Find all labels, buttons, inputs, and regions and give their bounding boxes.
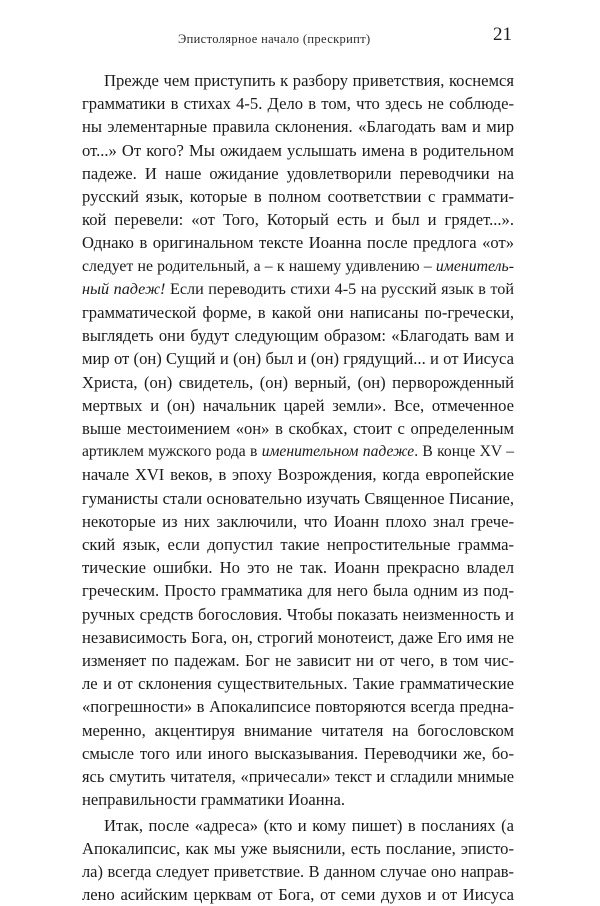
text-line: «погрешности» в Апокалипсисе повторяются всегда предна- bbox=[82, 695, 514, 718]
text-line: артиклем мужского рода в именительном падеже. В конце XV – bbox=[82, 440, 514, 463]
text-line: Итак, после «адреса» (кто и кому пишет) в посланиях (а bbox=[82, 814, 514, 837]
text-line: гуманисты стали основательно изучать Священное Писание, bbox=[82, 487, 514, 510]
text-line: неправильности грамматики Иоанна. bbox=[82, 788, 514, 811]
paragraph bbox=[82, 69, 514, 812]
page-number: 21 bbox=[493, 24, 512, 46]
text-line: ле и от склонения существительных. Такие грамматические bbox=[82, 672, 514, 695]
text-line: начале XVI веков, в эпоху Возрождения, когда европейские bbox=[82, 463, 514, 486]
text-line: Однако в оригинальном тексте Иоанна после предлога «от» bbox=[82, 231, 514, 254]
body-text bbox=[82, 69, 514, 906]
text-line: Прежде чем приступить к разбору приветствия, коснемся bbox=[82, 69, 514, 92]
text-line: ский язык, если допустил такие непростительные грамма- bbox=[82, 533, 514, 556]
text-line: ный падеж! Если переводить стихи 4-5 на русский язык в той bbox=[82, 278, 514, 301]
text-line: выше местоимением «он» в скобках, стоит с определенным bbox=[82, 417, 514, 440]
text-line: меренно, акцентируя внимание читателя на богословском bbox=[82, 719, 514, 742]
text-line: изменяет по падежам. Бог не зависит ни от чего, в том чис- bbox=[82, 649, 514, 672]
text-line: кой перевели: «от Того, Который есть и был и грядет...». bbox=[82, 208, 514, 231]
text-line: ясь смутить читателя, «причесали» текст и сгладили мнимые bbox=[82, 765, 514, 788]
text-line: ны элементарные правила склонения. «Благодать вам и мир bbox=[82, 115, 514, 138]
text-line: некоторые из них заключили, что Иоанн плохо знал грече- bbox=[82, 510, 514, 533]
text-line: выглядеть они будут следующим образом: «Благодать вам и bbox=[82, 324, 514, 347]
text-line: смысле того или иного высказывания. Переводчики же, бо- bbox=[82, 742, 514, 765]
paragraph bbox=[82, 814, 514, 906]
text-line: мир от (он) Сущий и (он) был и (он) грядущий... и от Иисуса bbox=[82, 347, 514, 370]
italic-term: именительном падеже bbox=[262, 443, 415, 460]
text-line: независимость Бога, он, строгий монотеист, даже Его имя не bbox=[82, 626, 514, 649]
text-line: падеже. И наше ожидание удовлетворили переводчики на bbox=[82, 162, 514, 185]
text-line: Апокалипсис, как мы уже выяснили, есть послание, эписто- bbox=[82, 837, 514, 860]
running-title: Эпистолярное начало (прескрипт) bbox=[178, 32, 371, 47]
text-line: ла) всегда следует приветствие. В данном случае оно направ- bbox=[82, 860, 514, 883]
text-line: грамматики в стихах 4-5. Дело в том, что здесь не соблюде- bbox=[82, 92, 514, 115]
text-line: грамматической форме, в какой они написаны по-гречески, bbox=[82, 301, 514, 324]
text-line: следует не родительный, а – к нашему удивлению – именитель- bbox=[82, 255, 514, 278]
italic-term: ный падеж! bbox=[82, 280, 165, 298]
text-line: тические ошибки. Но это не так. Иоанн прекрасно владел bbox=[82, 556, 514, 579]
text-line: ручных средств богословия. Чтобы показать неизменность и bbox=[82, 603, 514, 626]
text-line: от...» От кого? Мы ожидаем услышать имена в родительном bbox=[82, 139, 514, 162]
italic-term: именитель- bbox=[436, 258, 514, 275]
text-line: Христа, (он) свидетель, (он) верный, (он) перворожденный bbox=[82, 371, 514, 394]
text-line: мертвых и (он) начальник царей земли». Все, отмеченное bbox=[82, 394, 514, 417]
text-line: лено асийским церквам от Бога, от семи духов и от Иисуса bbox=[82, 883, 514, 906]
text-line: греческим. Просто грамматика для него была одним из под- bbox=[82, 579, 514, 602]
text-line: русский язык, которые в полном соответствии с граммати- bbox=[82, 185, 514, 208]
